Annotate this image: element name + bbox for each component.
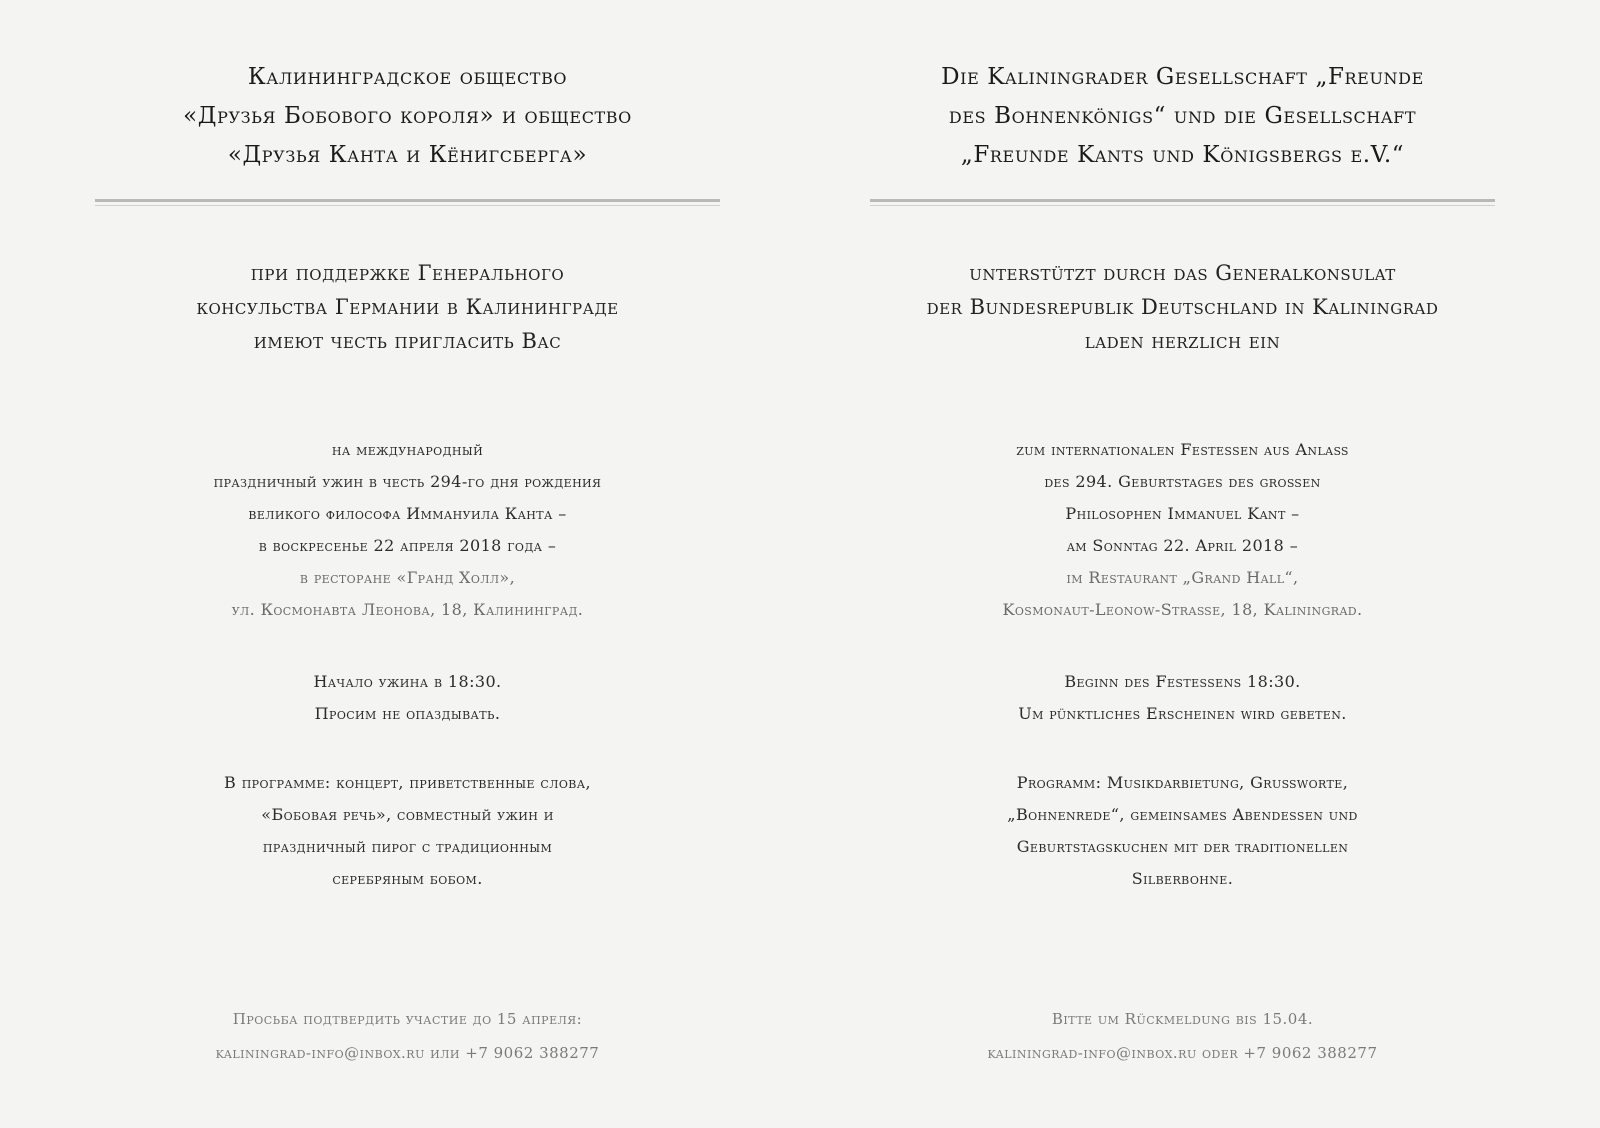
details-line: праздничный ужин в честь 294-го дня рождения xyxy=(213,472,602,491)
german-heading xyxy=(870,58,1495,175)
russian-heading xyxy=(95,58,720,175)
rsvp-contact: kaliningrad-info@inbox.ru или +7 9062 388277 xyxy=(215,1044,600,1062)
details-line: Philosophen Immanuel Kant – xyxy=(1065,504,1300,523)
divider-line xyxy=(95,199,720,202)
rsvp-label: Просьба подтвердить участие до 15 апреля: xyxy=(232,1010,583,1028)
program-line: „Bohnenrede“, gemeinsames Abendessen und xyxy=(1007,805,1358,824)
german-event-details xyxy=(870,434,1495,626)
start-line: Просим не опаздывать. xyxy=(314,704,501,723)
program-line: серебряным бобом. xyxy=(332,869,483,888)
support-line: консульства Германии в Калининграде xyxy=(196,295,619,319)
details-line: на международный xyxy=(331,440,484,459)
heading-line: des Bohnenkönigs“ und die Gesellschaft xyxy=(948,103,1417,129)
support-line: laden herzlich ein xyxy=(1084,329,1281,353)
german-program xyxy=(870,767,1495,895)
support-line: при поддержке Генерального xyxy=(250,261,565,285)
program-line: «Бобовая речь», совместный ужин и xyxy=(261,805,554,824)
program-line: Geburtstagskuchen mit der traditionellen xyxy=(1016,837,1349,856)
heading-line: Калининградское общество xyxy=(247,64,568,90)
details-line: великого философа Иммануила Канта – xyxy=(248,504,567,523)
details-line: des 294. Geburtstages des großen xyxy=(1044,472,1321,491)
program-line: праздничный пирог с традиционным xyxy=(262,837,553,856)
support-line: unterstützt durch das Generalkonsulat xyxy=(969,261,1396,285)
start-line: Um pünktliches Erscheinen wird gebeten. xyxy=(1018,704,1347,723)
heading-line: „Freunde Kants und Königsbergs e.V.“ xyxy=(960,142,1405,168)
divider-line xyxy=(870,199,1495,202)
support-line: der Bundesrepublik Deutschland in Kaliningrad xyxy=(926,295,1439,319)
heading-line: «Друзья Канта и Кёнигсберга» xyxy=(227,142,588,168)
heading-line: «Друзья Бобового короля» и общество xyxy=(183,103,632,129)
start-line: Начало ужина в 18:30. xyxy=(313,672,502,691)
russian-column xyxy=(95,0,720,1128)
german-rsvp xyxy=(870,1002,1495,1070)
venue-line: im Restaurant „Grand Hall“, xyxy=(1066,568,1299,587)
rsvp-label: Bitte um Rückmeldung bis 15.04. xyxy=(1051,1010,1314,1028)
details-line: zum internationalen Festessen aus Anlaß xyxy=(1016,440,1349,459)
russian-event-details xyxy=(95,434,720,626)
german-support-text xyxy=(870,256,1495,358)
russian-rsvp xyxy=(95,1002,720,1070)
german-divider xyxy=(870,199,1495,208)
russian-divider xyxy=(95,199,720,208)
russian-start-time xyxy=(95,666,720,730)
details-line: am Sonntag 22. April 2018 – xyxy=(1066,536,1299,555)
program-line: Programm: Musikdarbietung, Grußworte, xyxy=(1016,773,1349,792)
venue-line: в ресторане «Гранд Холл», xyxy=(299,568,516,587)
russian-program xyxy=(95,767,720,895)
german-column xyxy=(870,0,1495,1128)
heading-line: Die Kaliningrader Gesellschaft „Freunde xyxy=(941,64,1424,90)
venue-line: Kosmonaut-Leonow-Straße, 18, Kaliningrad. xyxy=(1002,600,1363,619)
details-line: в воскресенье 22 апреля 2018 года – xyxy=(258,536,557,555)
program-line: Silberbohne. xyxy=(1131,869,1234,888)
program-line: В программе: концерт, приветственные слова, xyxy=(224,773,591,792)
german-start-time xyxy=(870,666,1495,730)
russian-support-text xyxy=(95,256,720,358)
support-line: имеют честь пригласить Вас xyxy=(253,329,562,353)
rsvp-contact: kaliningrad-info@inbox.ru oder +7 9062 388277 xyxy=(987,1044,1378,1062)
start-line: Beginn des Festessens 18:30. xyxy=(1064,672,1301,691)
divider-line xyxy=(95,205,720,206)
divider-line xyxy=(870,205,1495,206)
venue-line: ул. Космонавта Леонова, 18, Калининград. xyxy=(231,600,584,619)
